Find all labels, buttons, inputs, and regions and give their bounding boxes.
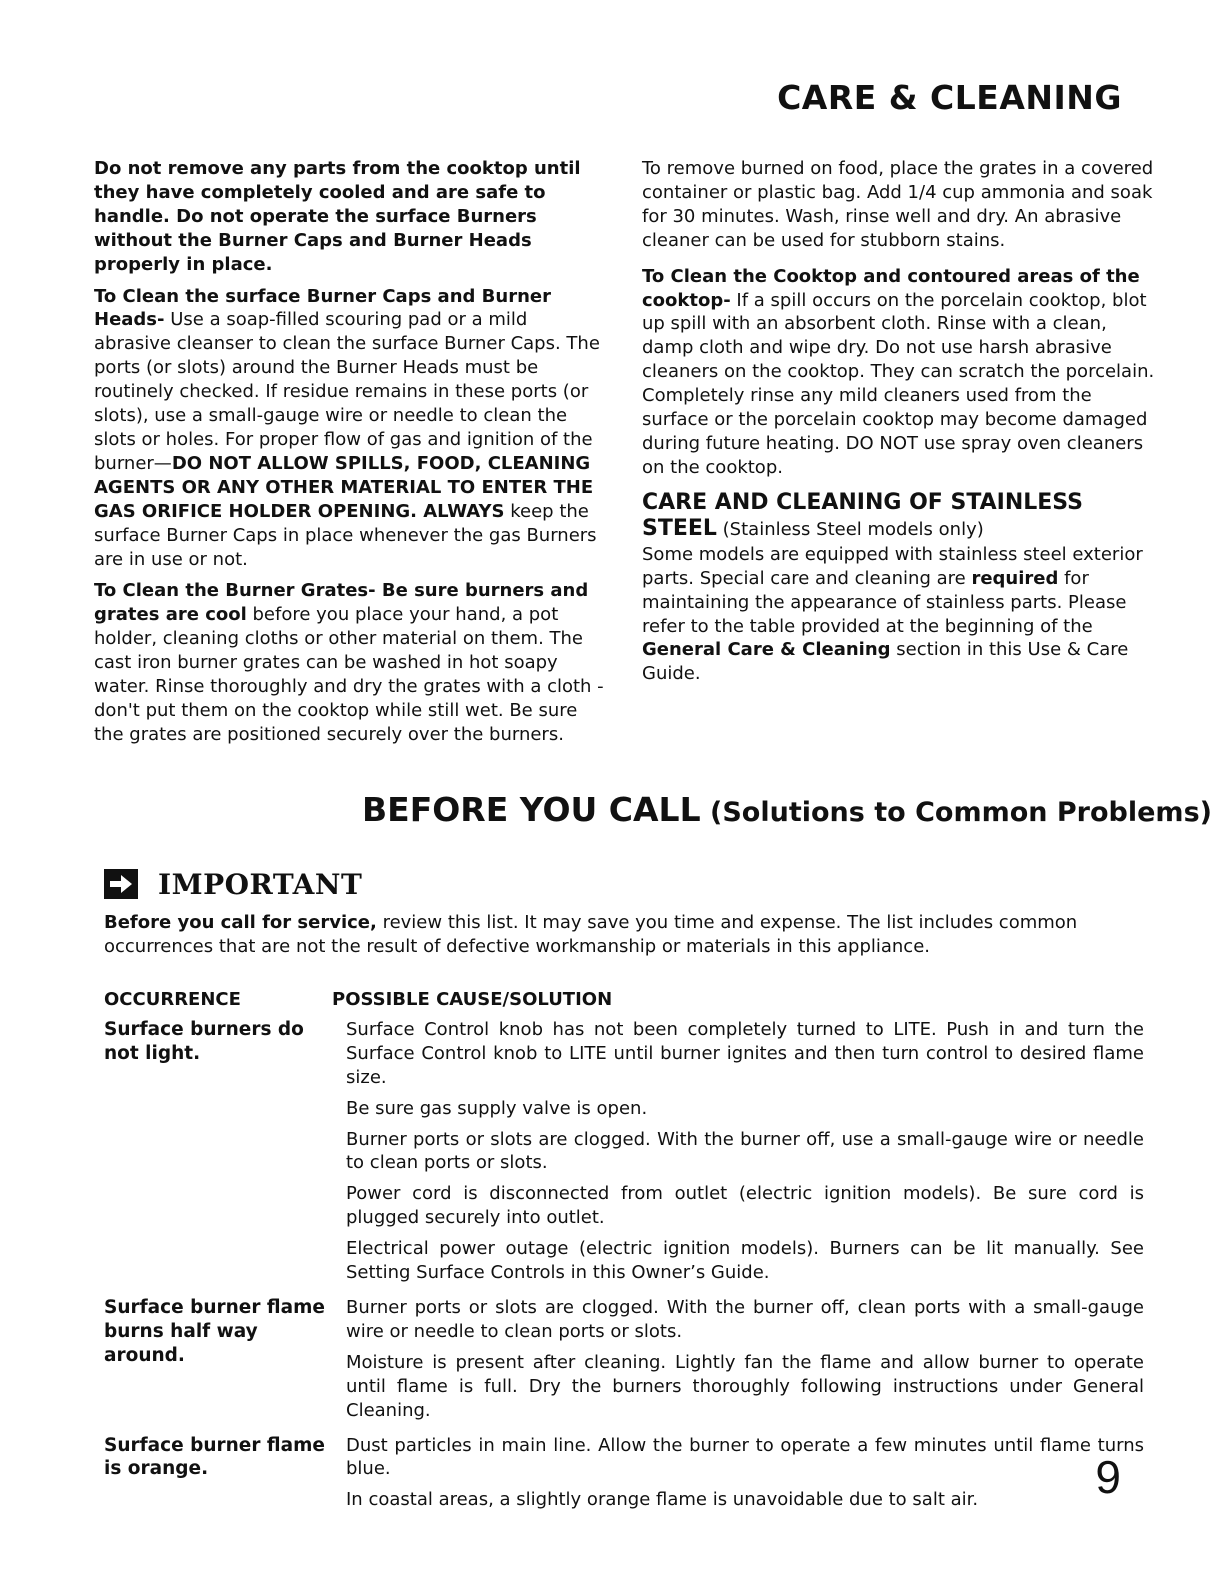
cooktop-paragraph bbox=[642, 265, 1162, 480]
solution-item: Electrical power outage (electric ignition models). Burners can be lit manually. See Setting Surface Controls in this Owner’s Guide. bbox=[346, 1238, 1144, 1284]
table-row bbox=[104, 1434, 1144, 1520]
solution-item: Moisture is present after cleaning. Lightly fan the flame and allow burner to operate until flame is full. Dry the burners thoroughly following instructions under General Cleaning. bbox=[346, 1351, 1144, 1421]
solution-item: Surface Control knob has not been completely turned to LITE. Push in and turn the Surface Control knob to LITE until burner ignites and then turn control to desired flame size. bbox=[346, 1018, 1144, 1088]
grates-heading: To Clean the Burner Grates- Be sure burners and grates are cool bbox=[94, 580, 589, 626]
caps-heading: To Clean the surface Burner Caps and Burner Heads- bbox=[94, 285, 551, 331]
solution-cell bbox=[346, 1018, 1144, 1292]
caps-bold-warning: DO NOT ALLOW SPILLS, FOOD, CLEANING AGENTS OR ANY OTHER MATERIAL TO ENTER THE GAS ORIFICE HOLDER OPENING. ALWAYS bbox=[94, 452, 594, 522]
solution-item: Burner ports or slots are clogged. With the burner off, clean ports with a small-gauge wire or needle to clean ports or slots. bbox=[346, 1296, 1144, 1342]
warning-paragraph bbox=[94, 157, 606, 277]
grates-text: before you place your hand, a pot holder, cleaning cloths or other material on them. The cast iron burner grates can be washed in hot soapy water. Rinse thoroughly and dry the grates with a cloth - don't put them on the cooktop while still wet. Be sure the grates are positioned securely over the burners. bbox=[94, 604, 604, 745]
occurrence-cell: Surface burners do not light. bbox=[104, 1018, 304, 1064]
arrow-right-icon bbox=[104, 869, 138, 899]
caps-text-2: keep the surface Burner Caps in place whenever the gas Burners are in use or not. bbox=[94, 500, 597, 570]
general-care-ref: General Care & Cleaning bbox=[642, 639, 891, 661]
stainless-heading bbox=[642, 490, 1162, 543]
cooktop-text: If a spill occurs on the porcelain cooktop, blot up spill with an absorbent cloth. Rinse with a clean, damp cloth and wipe dry. Do not use harsh abrasive cleaners on the cooktop. They can scratch the porcelain. Completely rinse any mild cleaners used from the surface or the porcelain cooktop may become damaged during future heating. DO NOT use spray oven cleaners on the cooktop. bbox=[642, 289, 1155, 478]
solution-item: Burner ports or slots are clogged. With the burner off, use a small-gauge wire or needle to clean ports or slots. bbox=[346, 1128, 1144, 1174]
stainless-note: (Stainless Steel models only) bbox=[716, 518, 984, 540]
intro-text: review this list. It may save you time and expense. The list includes common occurrences that are not the result of defective workmanship or materials in this appliance. bbox=[104, 912, 1078, 957]
important-banner bbox=[104, 866, 362, 902]
intro-bold: Before you call for service, bbox=[104, 912, 377, 933]
solution-item: Be sure gas supply valve is open. bbox=[346, 1097, 648, 1119]
grates-paragraph bbox=[94, 579, 606, 746]
solution-item: Dust particles in main line. Allow the burner to operate a few minutes until flame turns blue. bbox=[346, 1434, 1144, 1480]
before-title-main: BEFORE YOU CALL bbox=[362, 790, 701, 829]
solution-cell bbox=[346, 1296, 1144, 1430]
col-header-solution: POSSIBLE CAUSE/SOLUTION bbox=[332, 989, 613, 1010]
before-you-call-title bbox=[362, 790, 1212, 829]
table-row bbox=[104, 1296, 1144, 1430]
right-column bbox=[642, 157, 1162, 694]
caps-text-1: Use a soap-filled scouring pad or a mild abrasive cleanser to clean the surface Burner Caps. The ports (or slots) around the Burner Heads must be routinely checked. If residue remains in these ports (or slots), use a small-gauge wire or needle to clean the slots or holes. For proper flow of gas and ignition of the burner— bbox=[94, 309, 600, 474]
stainless-text-2: for maintaining the appearance of stainless parts. Please refer to the table provided at the beginning of the bbox=[642, 567, 1127, 637]
solution-item: In coastal areas, a slightly orange flame is unavoidable due to salt air. bbox=[346, 1489, 979, 1511]
warning-text: Do not remove any parts from the cooktop until they have completely cooled and are safe to handle. Do not operate the surface Burners without the Burner Caps and Burner Heads properly in place. bbox=[94, 158, 581, 275]
before-subtitle: (Solutions to Common Problems) bbox=[700, 797, 1212, 828]
left-column bbox=[94, 157, 606, 755]
col-header-occurrence: OCCURRENCE bbox=[104, 989, 241, 1010]
caps-paragraph bbox=[94, 285, 606, 572]
stainless-required: required bbox=[971, 567, 1059, 589]
stainless-heading-text: CARE AND CLEANING OF STAINLESS STEEL bbox=[642, 489, 1084, 541]
table-body bbox=[104, 1018, 1144, 1519]
stainless-text-3: section in this Use & Care Guide. bbox=[642, 639, 1129, 685]
solution-item: Power cord is disconnected from outlet (electric ignition models). Be sure cord is plugged securely into outlet. bbox=[346, 1183, 1144, 1229]
intro-paragraph bbox=[104, 911, 1104, 959]
table-row bbox=[104, 1018, 1144, 1292]
stainless-text-1: Some models are equipped with stainless steel exterior parts. Special care and cleaning are bbox=[642, 543, 1143, 589]
occurrence-cell: Surface burner flame burns half way around. bbox=[104, 1296, 325, 1366]
solution-cell bbox=[346, 1434, 1144, 1520]
troubleshooting-table bbox=[104, 988, 1144, 1523]
section-title: CARE & CLEANING bbox=[777, 78, 1122, 117]
occurrence-cell: Surface burner flame is orange. bbox=[104, 1434, 325, 1480]
burned-food-paragraph: To remove burned on food, place the grates in a covered container or plastic bag. Add 1/4 cup ammonia and soak for 30 minutes. Wash, rinse well and dry. An abrasive cleaner can be used for stubborn stains. bbox=[642, 158, 1154, 251]
page-number: 9 bbox=[1095, 1451, 1121, 1503]
cooktop-heading: To Clean the Cooktop and contoured areas of the cooktop- bbox=[642, 265, 1140, 311]
important-label: IMPORTANT bbox=[158, 867, 363, 901]
table-header bbox=[104, 988, 1144, 1012]
stainless-paragraph bbox=[642, 543, 1162, 686]
